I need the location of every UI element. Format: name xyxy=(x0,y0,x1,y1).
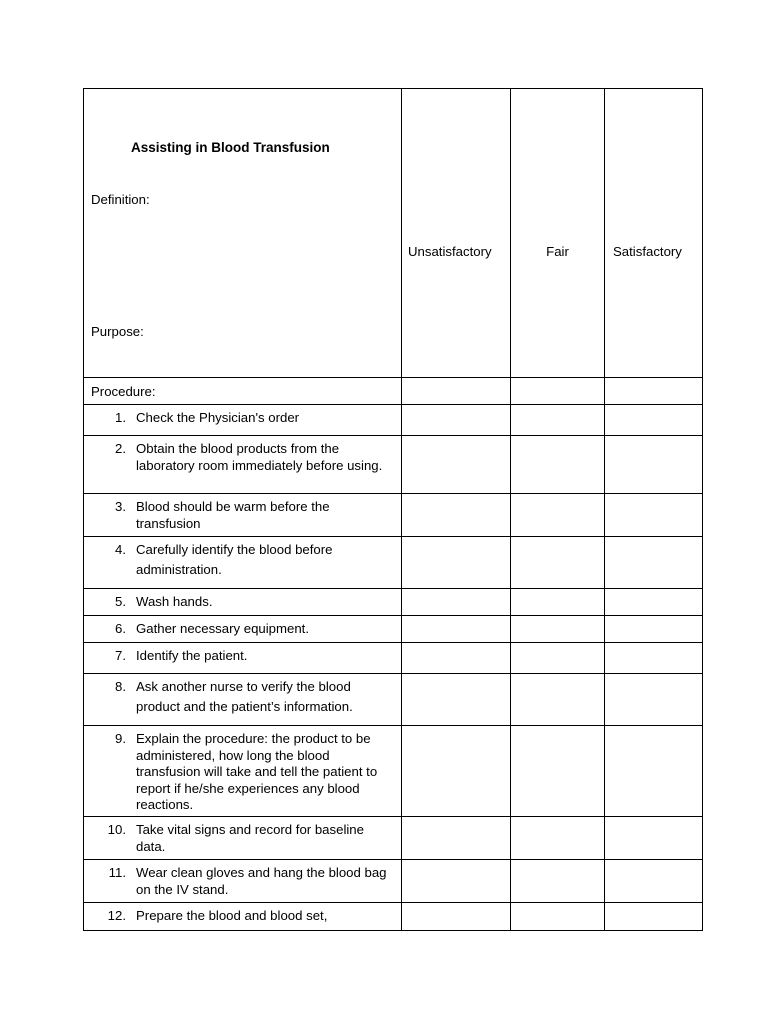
step-number: 1. xyxy=(115,410,126,425)
step-cell xyxy=(84,405,402,436)
step-cell xyxy=(84,537,402,589)
step-number: 3. xyxy=(115,499,126,514)
unsatisfactory-label: Unsatisfactory xyxy=(408,244,492,259)
step-cell xyxy=(84,494,402,537)
step-text: Gather necessary equipment. xyxy=(136,621,309,636)
rating-cell-satisfactory xyxy=(605,436,703,494)
step-cell xyxy=(84,436,402,494)
step-cell xyxy=(84,674,402,726)
rating-cell-unsatisfactory xyxy=(402,817,511,860)
rating-cell-satisfactory xyxy=(605,378,703,405)
column-header-unsatisfactory xyxy=(402,89,511,378)
step-text: Carefully identify the blood before administration. xyxy=(136,542,333,577)
rating-cell-satisfactory xyxy=(605,674,703,726)
rating-cell-satisfactory xyxy=(605,903,703,931)
step-text: Prepare the blood and blood set, xyxy=(136,908,328,923)
rating-cell-satisfactory xyxy=(605,643,703,674)
rating-cell-satisfactory xyxy=(605,860,703,903)
rating-cell-fair xyxy=(511,378,605,405)
rating-cell-unsatisfactory xyxy=(402,436,511,494)
step-number: 9. xyxy=(115,731,126,746)
rating-cell-fair xyxy=(511,726,605,817)
step-cell xyxy=(84,726,402,817)
procedure-step-row xyxy=(84,817,703,860)
header-row xyxy=(84,89,703,378)
procedure-label-cell xyxy=(84,378,402,405)
rating-cell-satisfactory xyxy=(605,726,703,817)
header-info-cell xyxy=(84,89,402,378)
step-text: Take vital signs and record for baseline data. xyxy=(136,822,364,854)
rating-cell-unsatisfactory xyxy=(402,378,511,405)
skills-checklist-table xyxy=(83,88,703,931)
rating-cell-satisfactory xyxy=(605,537,703,589)
step-cell xyxy=(84,589,402,616)
rating-cell-unsatisfactory xyxy=(402,589,511,616)
rating-cell-satisfactory xyxy=(605,494,703,537)
procedure-label: Procedure: xyxy=(91,384,156,399)
step-text: Identify the patient. xyxy=(136,648,248,663)
step-cell xyxy=(84,903,402,931)
step-cell xyxy=(84,643,402,674)
fair-label: Fair xyxy=(546,244,569,259)
rating-cell-fair xyxy=(511,537,605,589)
procedure-step-row xyxy=(84,537,703,589)
satisfactory-label: Satisfactory xyxy=(613,244,682,259)
rating-cell-fair xyxy=(511,643,605,674)
purpose-label: Purpose: xyxy=(91,324,144,339)
rating-cell-fair xyxy=(511,405,605,436)
step-number: 12. xyxy=(107,908,126,923)
rating-cell-unsatisfactory xyxy=(402,643,511,674)
step-number: 6. xyxy=(115,621,126,636)
step-number: 5. xyxy=(115,594,126,609)
rating-cell-fair xyxy=(511,616,605,643)
step-number: 4. xyxy=(115,542,126,557)
procedure-step-row xyxy=(84,436,703,494)
step-number: 11. xyxy=(108,865,126,880)
step-text: Blood should be warm before the transfusion xyxy=(136,499,330,531)
step-text: Ask another nurse to verify the blood product and the patient’s information. xyxy=(136,679,353,714)
column-header-fair xyxy=(511,89,605,378)
definition-label: Definition: xyxy=(91,192,150,207)
rating-cell-fair xyxy=(511,494,605,537)
rating-cell-unsatisfactory xyxy=(402,726,511,817)
rating-cell-fair xyxy=(511,674,605,726)
column-header-satisfactory xyxy=(605,89,703,378)
step-text: Obtain the blood products from the laboratory room immediately before using. xyxy=(136,441,383,473)
rating-cell-satisfactory xyxy=(605,616,703,643)
rating-cell-fair xyxy=(511,817,605,860)
procedure-step-row xyxy=(84,643,703,674)
step-number: 8. xyxy=(115,679,126,694)
rating-cell-unsatisfactory xyxy=(402,405,511,436)
procedure-steps xyxy=(84,405,703,931)
procedure-step-row xyxy=(84,589,703,616)
step-text: Check the Physician's order xyxy=(136,410,300,425)
procedure-row xyxy=(84,378,703,405)
procedure-step-row xyxy=(84,405,703,436)
rating-cell-fair xyxy=(511,436,605,494)
step-cell xyxy=(84,616,402,643)
step-text: Explain the procedure: the product to be administered, how long the blood transfusion will take and tell the patient to report if he/she experiences any blood reactions. xyxy=(136,731,378,812)
rating-cell-satisfactory xyxy=(605,405,703,436)
rating-cell-unsatisfactory xyxy=(402,494,511,537)
procedure-step-row xyxy=(84,903,703,931)
step-cell xyxy=(84,860,402,903)
procedure-step-row xyxy=(84,674,703,726)
rating-cell-fair xyxy=(511,903,605,931)
rating-cell-satisfactory xyxy=(605,589,703,616)
document-title: Assisting in Blood Transfusion xyxy=(131,140,330,155)
rating-cell-unsatisfactory xyxy=(402,860,511,903)
step-number: 7. xyxy=(115,648,126,663)
step-cell xyxy=(84,817,402,860)
procedure-step-row xyxy=(84,616,703,643)
rating-cell-unsatisfactory xyxy=(402,903,511,931)
rating-cell-satisfactory xyxy=(605,817,703,860)
step-text: Wear clean gloves and hang the blood bag on the IV stand. xyxy=(136,865,387,897)
rating-cell-unsatisfactory xyxy=(402,674,511,726)
procedure-step-row xyxy=(84,726,703,817)
step-number: 2. xyxy=(115,441,126,456)
step-number: 10. xyxy=(107,822,126,837)
rating-cell-fair xyxy=(511,589,605,616)
rating-cell-unsatisfactory xyxy=(402,616,511,643)
procedure-step-row xyxy=(84,860,703,903)
rating-cell-fair xyxy=(511,860,605,903)
procedure-step-row xyxy=(84,494,703,537)
rating-cell-unsatisfactory xyxy=(402,537,511,589)
step-text: Wash hands. xyxy=(136,594,213,609)
